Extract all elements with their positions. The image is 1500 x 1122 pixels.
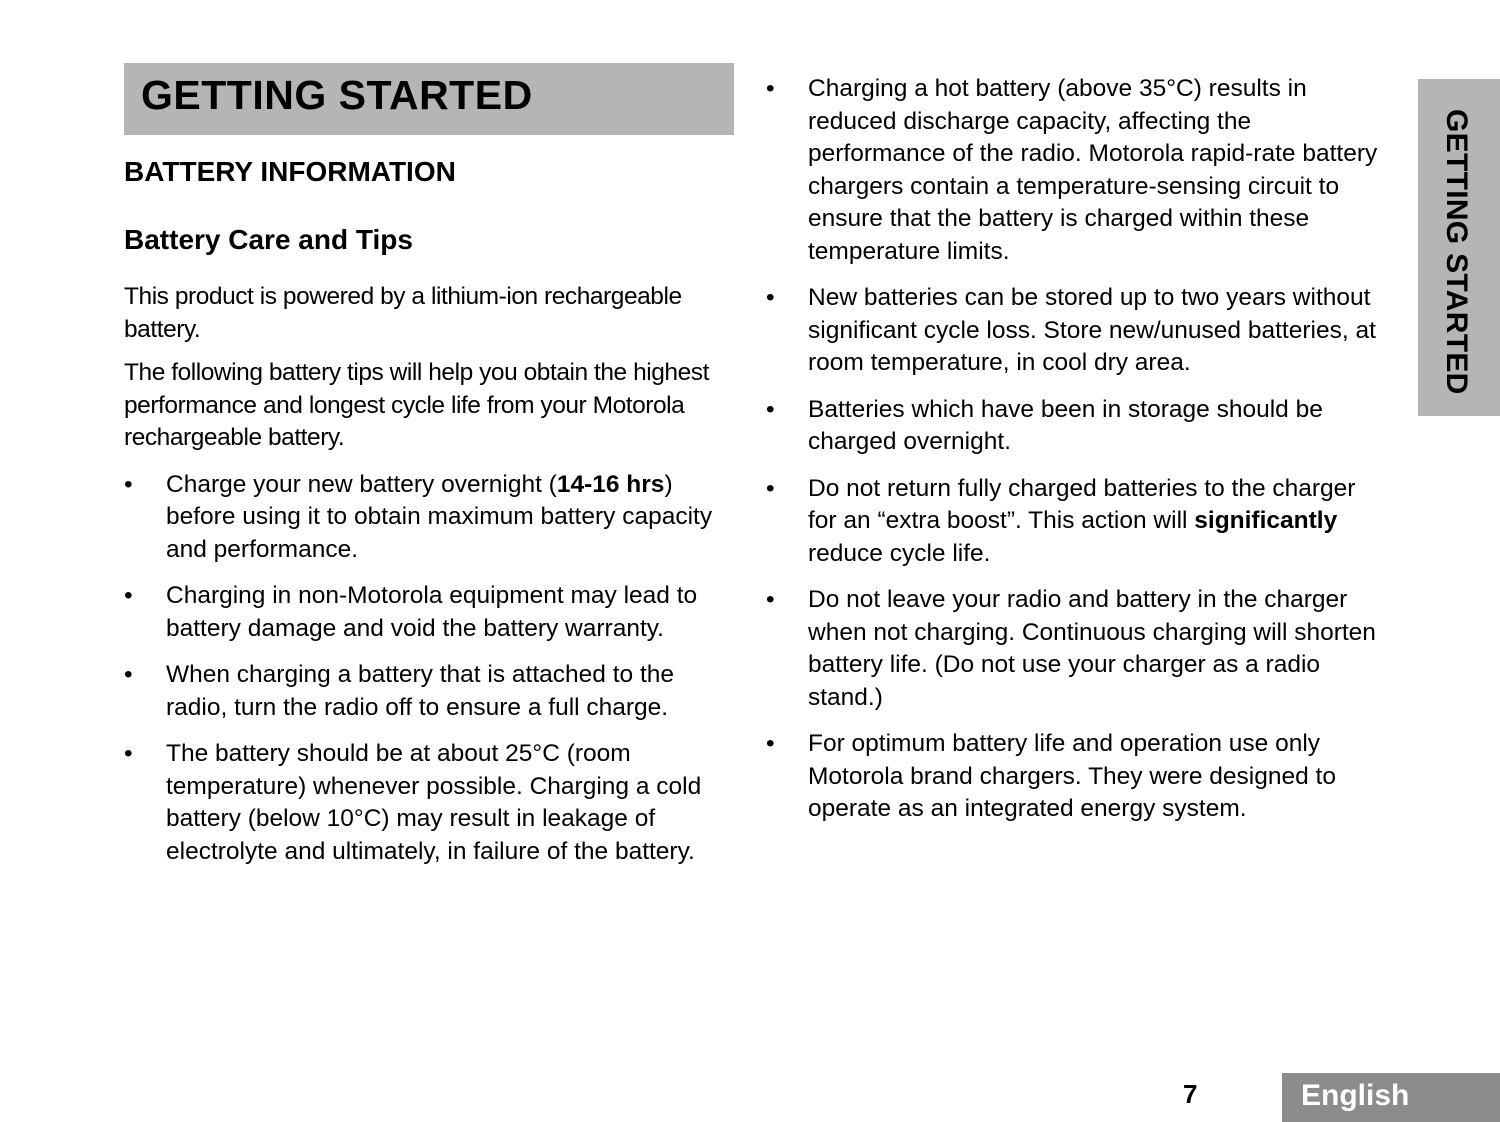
bullet-text: The battery should be at about 25°C (room temperature) whenever possible. Charging a cold battery (below 10°C) may result in leakage of electrolyte and ultimately, in failure of the battery. [166, 740, 702, 865]
bullet-text: For optimum battery life and operation use only Motorola brand chargers. They were designed to operate as an integrated energy system. [808, 730, 1336, 822]
list-item [766, 584, 1381, 714]
battery-information-heading: BATTERY INFORMATION [124, 156, 456, 187]
list-item [766, 282, 1381, 380]
list-item [124, 659, 739, 724]
bullet-text-start: Charge your new battery overnight ( [166, 470, 557, 498]
language-tab [1282, 1073, 1500, 1122]
bullet-text-bold: significantly [1194, 507, 1338, 534]
side-section-label: GETTING STARTED [1440, 109, 1473, 395]
left-column [124, 154, 739, 868]
left-bullet-list [124, 469, 739, 869]
page-number: 7 [1183, 1079, 1198, 1109]
bullet-glyph: • [124, 470, 133, 498]
right-bullet-list [766, 73, 1381, 826]
bullet-glyph: • [124, 661, 133, 688]
bullet-glyph: • [766, 474, 775, 502]
intro-paragraph-1: This product is powered by a lithium-ion rechargeable battery. [124, 283, 682, 343]
bullet-text: New batteries can be stored up to two years without significant cycle loss. Store new/unused batteries, at room temperature, in cool dry area. [808, 284, 1376, 376]
bullet-glyph: • [766, 284, 775, 311]
bullet-glyph: • [124, 582, 133, 609]
bullet-glyph: • [766, 730, 775, 757]
bullet-text: Charging in non-Motorola equipment may lead to battery damage and void the battery warranty. [166, 582, 698, 642]
bullet-text-end: ) before using it to obtain maximum battery capacity and performance. [166, 470, 713, 563]
list-item [766, 473, 1381, 571]
language-label: English [1301, 1079, 1410, 1112]
bullet-text-end: reduce cycle life. [808, 539, 991, 567]
bullet-text: Do not leave your radio and battery in the charger when not charging. Continuous charging will shorten battery life. (Do not use your charger as a radio stand.) [808, 586, 1376, 711]
right-column [766, 73, 1381, 826]
bullet-text: Charging a hot battery (above 35°C) results in reduced discharge capacity, affecting the performance of the radio. Motorola rapid-rate battery chargers contain a temperature-sensing circuit to ensure that the battery is charged within these temperature limits. [808, 75, 1378, 265]
section-title: GETTING STARTED [141, 72, 533, 118]
section-banner [124, 63, 734, 135]
list-item [124, 469, 739, 567]
list-item [124, 580, 739, 645]
list-item [766, 394, 1381, 459]
intro-paragraph-2: The following battery tips will help you obtain the highest performance and longest cycle life from your Motorola rechargeable battery. [124, 359, 709, 451]
battery-care-heading: Battery Care and Tips [124, 224, 413, 255]
list-item [124, 738, 739, 868]
bullet-text-bold: 14-16 hrs [556, 470, 665, 498]
bullet-glyph: • [766, 395, 775, 423]
bullet-text-start: Do not return fully charged batteries to the charger for an “extra boost”. This action will [808, 474, 1356, 534]
bullet-glyph: • [766, 586, 775, 613]
side-section-tab [1418, 79, 1500, 416]
list-item [766, 73, 1381, 268]
bullet-glyph: • [766, 75, 775, 102]
bullet-text: When charging a battery that is attached to the radio, turn the radio off to ensure a full charge. [166, 661, 675, 721]
bullet-glyph: • [124, 740, 133, 767]
bullet-text: Batteries which have been in storage should be charged overnight. [808, 395, 1323, 455]
list-item [766, 728, 1381, 826]
